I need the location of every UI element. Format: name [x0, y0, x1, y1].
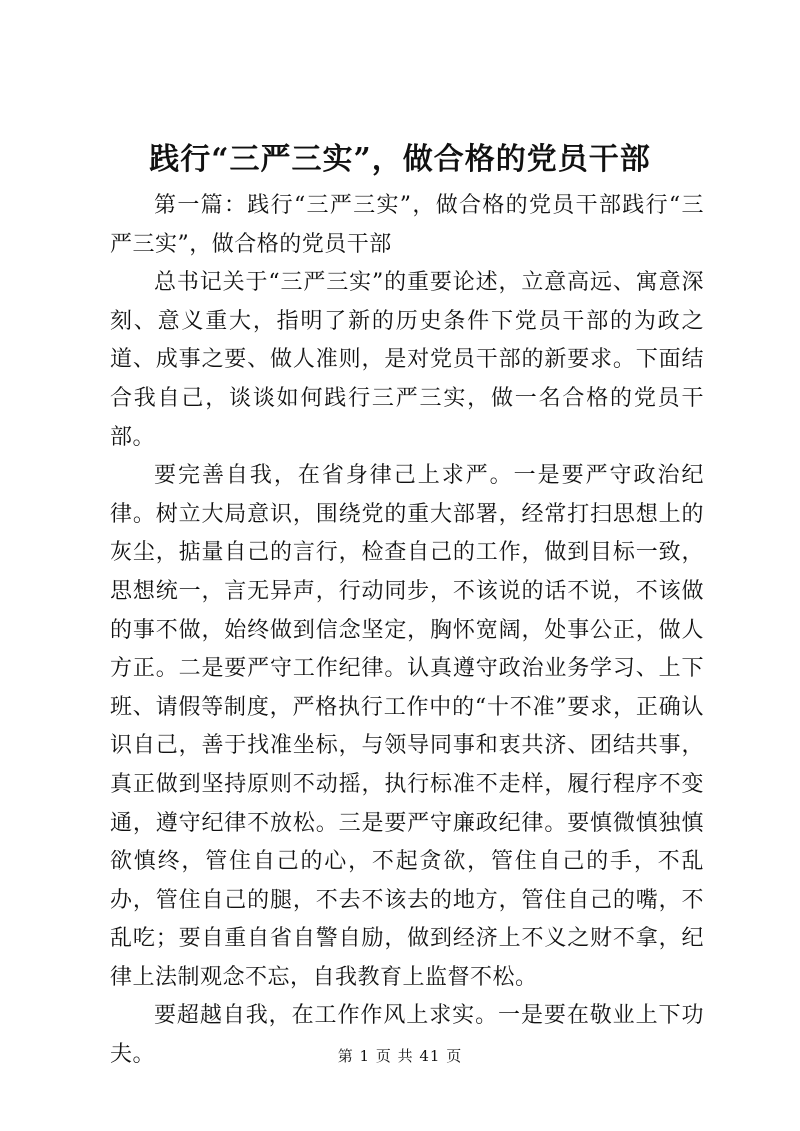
- document-title: 践行“三严三实”，做合格的党员干部: [149, 142, 651, 177]
- paragraph-4: 要超越自我，在工作作风上求实。一是要在敬业上下功夫。: [110, 1003, 704, 1068]
- page-number-footer: 第 1 页 共 41 页: [337, 1047, 463, 1065]
- document-body: [110, 187, 704, 1075]
- paragraph-1: 第一篇：践行“三严三实”，做合格的党员干部践行“三严三实”，做合格的党员干部: [110, 193, 704, 257]
- paragraph-2: 总书记关于“三严三实”的重要论述，立意高远、寓意深刻、意义重大，指明了新的历史条件下党员干部的为政之道、成事之要、做人准则，是对党员干部的新要求。下面结合我自己，谈谈如何践行三严三实，做一名合格的党员干部。: [110, 270, 704, 450]
- paragraph-3: 要完善自我，在省身律己上求严。一是要严守政治纪律。树立大局意识，围绕党的重大部署，经常打扫思想上的灰尘，掂量自己的言行，检查自己的工作，做到目标一致，思想统一，言无异声，行动同步，不该说的话不说，不该做的事不做，始终做到信念坚定，胸怀宽阔，处事公正，做人方正。二是要严守工作纪律。认真遵守政治业务学习、上下班、请假等制度，严格执行工作中的“十不准”要求，正确认识自己，善于找准坐标，与领导同事和衷共济、团结共事，真正做到坚持原则不动摇，执行标准不走样，履行程序不变通，遵守纪律不放松。三是要严守廉政纪律。要慎微慎独慎欲慎终，管住自己的心，不起贪欲，管住自己的手，不乱办，管住自己的腿，不去不该去的地方，管住自己的嘴，不乱吃；要自重自省自警自励，做到经济上不义之财不拿，纪律上法制观念不忘，自我教育上监督不松。: [110, 463, 704, 990]
